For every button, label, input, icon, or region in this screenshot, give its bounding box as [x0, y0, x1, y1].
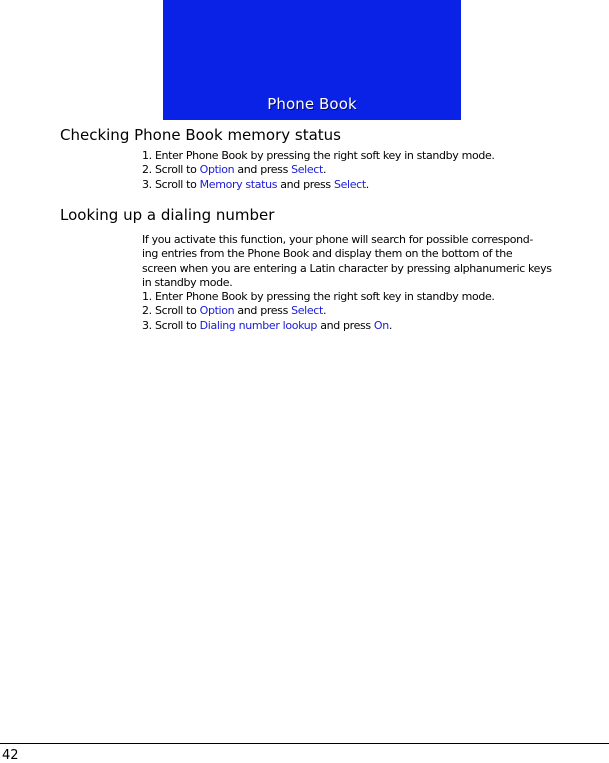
screen-title: Phone Book [267, 95, 357, 113]
section-heading-memory-status: Checking Phone Book memory status [60, 126, 341, 144]
keyword-select: Select [333, 177, 366, 191]
step-text: 2. Scroll to [142, 304, 200, 318]
footer-divider [0, 743, 609, 744]
keyword-dialing-number-lookup: Dialing number lookup [199, 318, 318, 332]
step-text: . [322, 304, 327, 318]
phone-screen-header [163, 0, 461, 120]
step-text: and press [277, 177, 334, 191]
memory-status-steps [142, 149, 607, 192]
step-1 [142, 149, 607, 163]
step-text: . [388, 318, 392, 332]
step-text: and press [234, 163, 292, 177]
step-3 [142, 178, 607, 192]
section-heading-dialing-lookup: Looking up a dialing number [60, 206, 275, 224]
keyword-select: Select [291, 304, 323, 318]
description-line: screen when you are entering a Latin character by pressing alphanumeric keys [142, 261, 552, 275]
step-text: . [322, 163, 327, 177]
step-text: . [365, 177, 369, 191]
step-2 [142, 304, 607, 318]
step-text: and press [317, 318, 374, 332]
step-1 [142, 290, 607, 304]
step-text: 3. Scroll to [142, 177, 200, 191]
description-line: in standby mode. [142, 275, 233, 289]
step-text: 1. Enter Phone Book by pressing the right soft key in standby mode. [142, 290, 495, 304]
description-line: If you activate this function, your phone will search for possible correspond- [142, 233, 534, 246]
step-2 [142, 163, 607, 177]
step-text: and press [234, 304, 292, 318]
step-text: 2. Scroll to [142, 163, 200, 177]
step-3 [142, 319, 607, 333]
keyword-memory-status: Memory status [199, 177, 278, 191]
keyword-select: Select [291, 163, 323, 177]
dialing-lookup-body [142, 233, 607, 333]
keyword-option: Option [199, 163, 235, 177]
page-number: 42 [2, 748, 19, 763]
keyword-on: On [373, 318, 389, 332]
step-text: 1. Enter Phone Book by pressing the right soft key in standby mode. [142, 149, 495, 162]
keyword-option: Option [199, 304, 235, 318]
description-line: ing entries from the Phone Book and display them on the bottom of the [142, 247, 513, 261]
step-text: 3. Scroll to [142, 318, 200, 332]
